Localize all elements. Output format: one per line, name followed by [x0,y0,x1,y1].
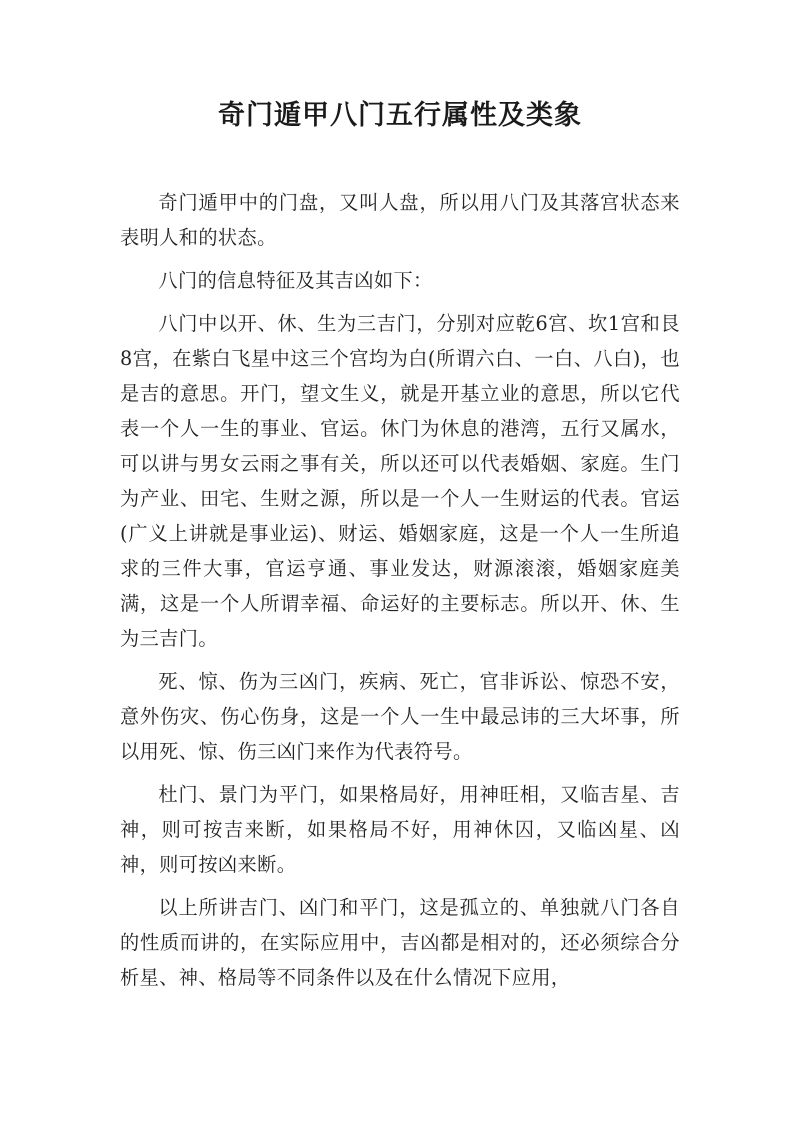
document-title: 奇门遁甲八门五行属性及类象 [218,100,582,131]
paragraph-3: 八门中以开、休、生为三吉门，分别对应乾6宫、坎1宫和艮8宫，在紫白飞星中这三个宫均为白(所谓六白、一白、八白)，也是吉的意思。开门，望文生义，就是开基立业的意思，所以它代表一个人一生的事业、官运。休门为休息的港湾，五行又属水，可以讲与男女云雨之事有关，所以还可以代表婚姻、家庭。生门为产业、田宅、生财之源，所以是一个人一生财运的代表。官运(广义上讲就是事业运)、财运、婚姻家庭，这是一个人一生所追求的三件大事，官运亨通、事业发达，财源滚滚，婚姻家庭美满，这是一个人所谓幸福、命运好的主要标志。所以开、休、生为三吉门。 [120,312,680,650]
paragraph-6: 以上所讲吉门、凶门和平门，这是孤立的、单独就八门各自的性质而讲的，在实际应用中，吉凶都是相对的，还必须综合分析星、神、格局等不同条件以及在什么情况下应用， [120,896,680,989]
paragraph-4: 死、惊、伤为三凶门，疾病、死亡，官非诉讼、惊恐不安，意外伤灾、伤心伤身，这是一个人一生中最忌讳的三大坏事，所以用死、惊、伤三凶门来作为代表符号。 [120,670,680,763]
paragraph-1: 奇门遁甲中的门盘，又叫人盘，所以用八门及其落宫状态来表明人和的状态。 [120,191,680,249]
document-body [120,185,680,1003]
paragraph-2: 八门的信息特征及其吉凶如下： [158,269,433,292]
paragraph-5: 杜门、景门为平门，如果格局好，用神旺相，又临吉星、吉神，则可按吉来断，如果格局不好，用神休囚，又临凶星、凶神，则可按凶来断。 [120,783,680,876]
